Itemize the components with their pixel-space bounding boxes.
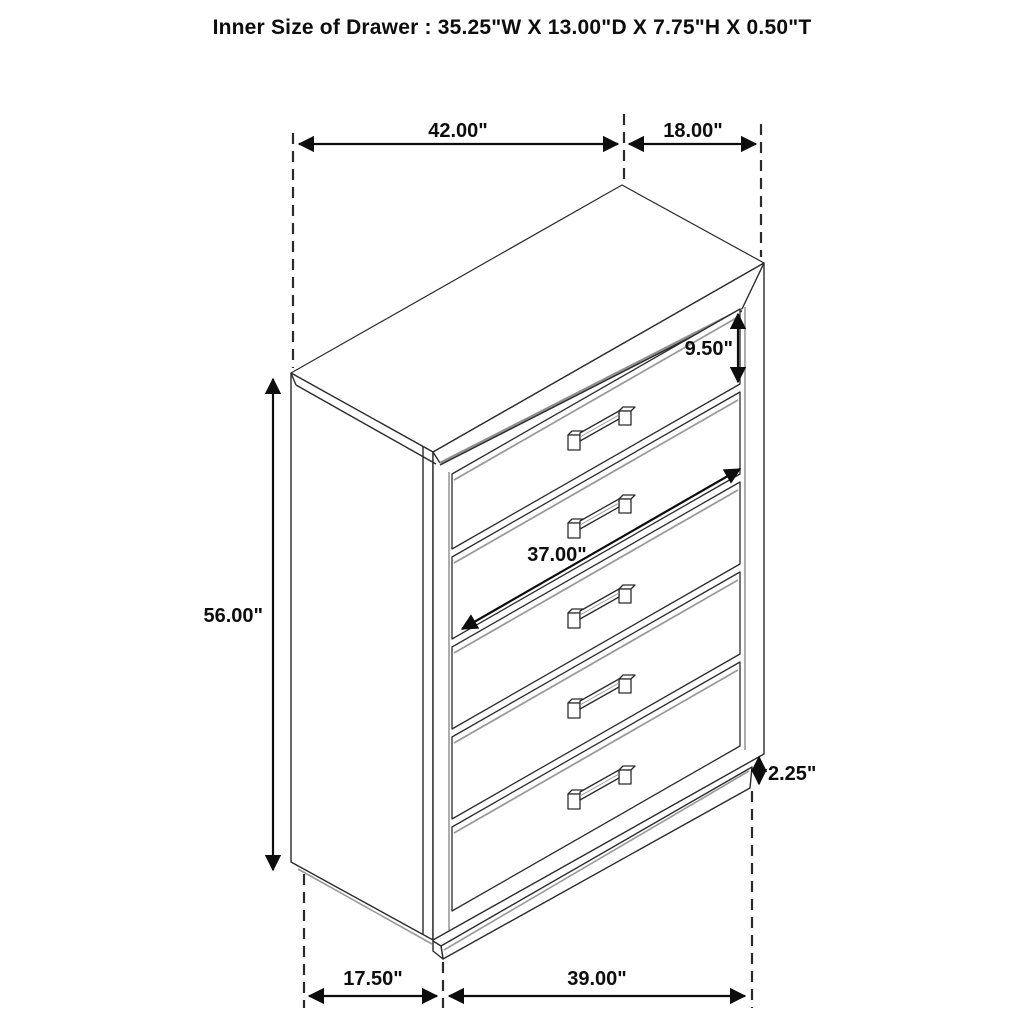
dim-label-drawer-width: 37.00" <box>527 544 587 566</box>
dim-label-bottom-width: 39.00" <box>567 968 627 990</box>
chest-base-left-wedge <box>433 941 443 959</box>
dim-label-height: 56.00" <box>203 605 263 627</box>
dim-label-drawer-face: 9.50" <box>684 338 733 360</box>
dim-label-bottom-depth: 17.50" <box>343 968 403 990</box>
diagram-title: Inner Size of Drawer : 35.25"W X 13.00"D X 7.75"H X 0.50"T <box>212 16 812 39</box>
dim-label-top-width: 42.00" <box>428 120 488 142</box>
chest-left-panel <box>291 373 433 940</box>
dim-label-base-height: 2.25" <box>768 763 817 785</box>
dim-label-top-depth: 18.00" <box>663 120 723 142</box>
